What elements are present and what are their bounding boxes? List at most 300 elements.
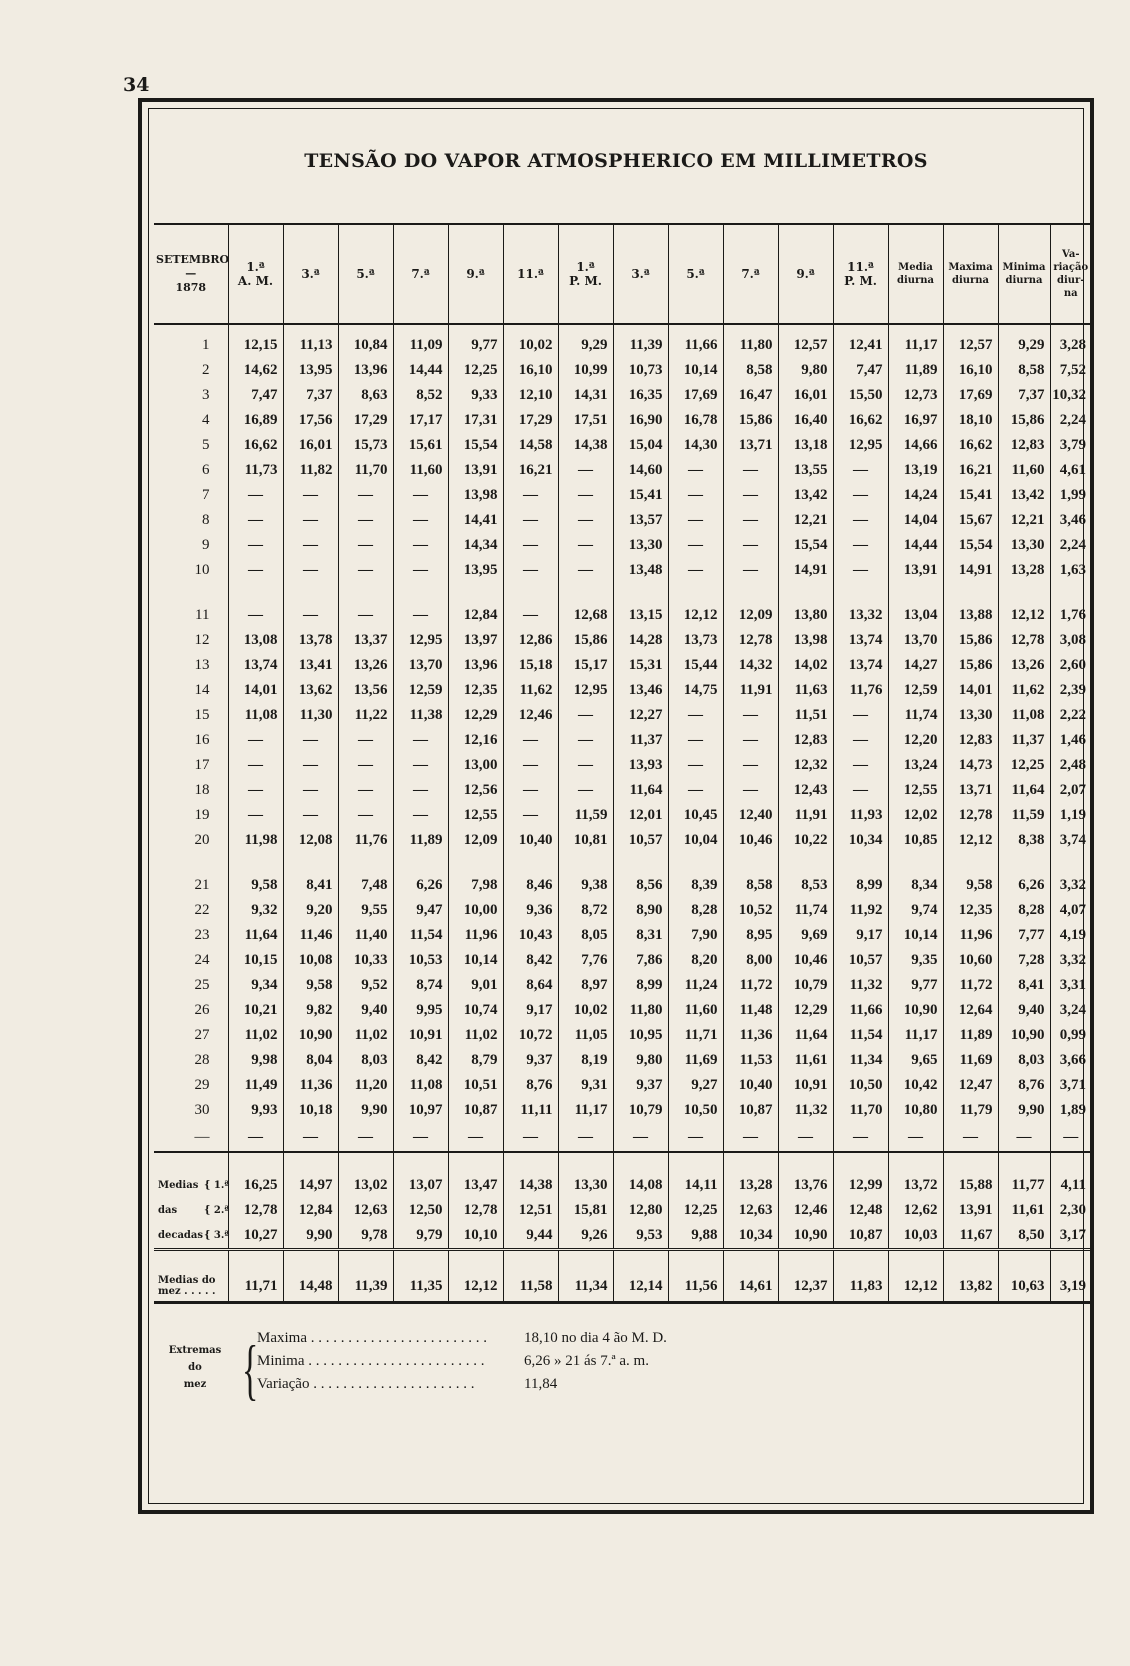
value-cell: —: [833, 508, 888, 533]
month-year: 1878: [175, 281, 207, 294]
col-header: Minima diurna: [998, 224, 1050, 324]
value-cell: 8,04: [283, 1048, 338, 1073]
value-cell: 16,10: [503, 358, 558, 383]
decade-mean-row: [154, 1198, 1091, 1223]
day-cell: 14: [194, 682, 210, 698]
value-cell: —: [668, 458, 723, 483]
value-cell: —: [503, 483, 558, 508]
value-cell: 8,39: [668, 873, 723, 898]
decade-gap: [154, 853, 1091, 873]
value-cell: 11,59: [558, 803, 613, 828]
value-cell: —: [338, 778, 393, 803]
value-cell: —: [723, 483, 778, 508]
value-cell: 7,98: [448, 873, 503, 898]
value-cell: 11,91: [778, 803, 833, 828]
value-cell: 11,02: [448, 1023, 503, 1048]
value-cell: —: [503, 728, 558, 753]
value-cell: 10,40: [503, 828, 558, 853]
value-cell: 10,95: [613, 1023, 668, 1048]
mean-value-cell: 12,78: [228, 1198, 283, 1223]
value-cell: 9,31: [558, 1073, 613, 1098]
table-row: [154, 408, 1091, 433]
value-cell: —: [558, 728, 613, 753]
value-cell: 10,42: [888, 1073, 943, 1098]
decade-mean-row: [154, 1223, 1091, 1250]
value-cell: 12,57: [943, 324, 998, 358]
table-row: [154, 728, 1091, 753]
mean-value-cell: 9,44: [503, 1223, 558, 1250]
col-header: 3.ª: [613, 224, 668, 324]
table-row: [154, 828, 1091, 853]
value-cell: 10,04: [668, 828, 723, 853]
value-cell: —: [558, 558, 613, 583]
value-cell: 11,62: [998, 678, 1050, 703]
value-cell: 2,39: [1050, 678, 1091, 703]
value-cell: —: [723, 508, 778, 533]
value-cell: —: [338, 728, 393, 753]
value-cell: —: [943, 1123, 998, 1152]
value-cell: 13,73: [668, 628, 723, 653]
value-cell: 12,09: [723, 603, 778, 628]
value-cell: —: [338, 483, 393, 508]
value-cell: 12,35: [943, 898, 998, 923]
value-cell: —: [723, 533, 778, 558]
value-cell: 8,38: [998, 828, 1050, 853]
value-cell: 11,32: [833, 973, 888, 998]
value-cell: 16,62: [943, 433, 998, 458]
table-row: [154, 803, 1091, 828]
value-cell: 2,07: [1050, 778, 1091, 803]
value-cell: 8,41: [283, 873, 338, 898]
value-cell: 17,17: [393, 408, 448, 433]
value-cell: 9,74: [888, 898, 943, 923]
mean-value-cell: 12,25: [668, 1198, 723, 1223]
value-cell: —: [558, 458, 613, 483]
value-cell: —: [228, 603, 283, 628]
month-mean-cell: 11,58: [503, 1271, 558, 1303]
value-cell: 14,62: [228, 358, 283, 383]
value-cell: —: [833, 533, 888, 558]
value-cell: 12,78: [943, 803, 998, 828]
value-cell: 12,25: [448, 358, 503, 383]
value-cell: 11,54: [833, 1023, 888, 1048]
value-cell: 17,31: [448, 408, 503, 433]
mean-value-cell: 12,48: [833, 1198, 888, 1223]
value-cell: 3,32: [1050, 948, 1091, 973]
table-row: [154, 1098, 1091, 1123]
value-cell: 14,38: [558, 433, 613, 458]
value-cell: 13,30: [613, 533, 668, 558]
value-cell: 16,40: [778, 408, 833, 433]
value-cell: 12,29: [778, 998, 833, 1023]
value-cell: 11,54: [393, 923, 448, 948]
month-mean-cell: 3,19: [1050, 1271, 1091, 1303]
maxima-value: 18,10 no dia 4 ão M. D.: [524, 1330, 667, 1346]
table-row: [154, 898, 1091, 923]
value-cell: —: [833, 728, 888, 753]
value-cell: 12,59: [393, 678, 448, 703]
value-cell: 11,64: [778, 1023, 833, 1048]
value-cell: 7,28: [998, 948, 1050, 973]
value-cell: 15,86: [943, 628, 998, 653]
value-cell: —: [393, 558, 448, 583]
value-cell: 11,79: [943, 1098, 998, 1123]
value-cell: 1,99: [1050, 483, 1091, 508]
value-cell: 10,87: [723, 1098, 778, 1123]
value-cell: 17,69: [943, 383, 998, 408]
day-cell: 23: [194, 927, 210, 943]
header-row: [154, 224, 1091, 324]
value-cell: 10,99: [558, 358, 613, 383]
col-header: 9.ª: [448, 224, 503, 324]
value-cell: 8,03: [338, 1048, 393, 1073]
value-cell: —: [668, 483, 723, 508]
value-cell: 8,42: [393, 1048, 448, 1073]
value-cell: —: [338, 533, 393, 558]
value-cell: —: [833, 483, 888, 508]
value-cell: —: [723, 558, 778, 583]
table-row: [154, 383, 1091, 408]
value-cell: 12,43: [778, 778, 833, 803]
value-cell: 9,47: [393, 898, 448, 923]
value-cell: —: [833, 778, 888, 803]
value-cell: 13,98: [778, 628, 833, 653]
value-cell: 14,73: [943, 753, 998, 778]
table-row: [154, 603, 1091, 628]
variacao-value: 11,84: [524, 1376, 558, 1392]
value-cell: 10,14: [668, 358, 723, 383]
value-cell: —: [283, 533, 338, 558]
value-cell: 9,40: [998, 998, 1050, 1023]
mean-value-cell: 9,78: [338, 1223, 393, 1250]
month-mean-cell: 11,39: [338, 1271, 393, 1303]
value-cell: —: [558, 533, 613, 558]
value-cell: 13,48: [613, 558, 668, 583]
table-row: [154, 653, 1091, 678]
mean-value-cell: 11,77: [998, 1173, 1050, 1198]
value-cell: —: [613, 1123, 668, 1152]
value-cell: 8,00: [723, 948, 778, 973]
value-cell: 12,12: [668, 603, 723, 628]
value-cell: 10,81: [558, 828, 613, 853]
value-cell: 11,38: [393, 703, 448, 728]
value-cell: 8,63: [338, 383, 393, 408]
month-mean-cell: 11,83: [833, 1271, 888, 1303]
value-cell: 13,04: [888, 603, 943, 628]
mean-value-cell: 13,76: [778, 1173, 833, 1198]
value-cell: 17,51: [558, 408, 613, 433]
month-mean-cell: 11,71: [228, 1271, 283, 1303]
value-cell: 11,59: [998, 803, 1050, 828]
value-cell: 10,74: [448, 998, 503, 1023]
table-row: [154, 628, 1091, 653]
mean-value-cell: 14,08: [613, 1173, 668, 1198]
value-cell: 15,73: [338, 433, 393, 458]
value-cell: —: [503, 603, 558, 628]
value-cell: 6,26: [393, 873, 448, 898]
value-cell: 8,74: [393, 973, 448, 998]
value-cell: —: [393, 803, 448, 828]
value-cell: 9,58: [228, 873, 283, 898]
value-cell: 8,99: [613, 973, 668, 998]
table-row: [154, 1073, 1091, 1098]
table-row: [154, 508, 1091, 533]
value-cell: 10,87: [448, 1098, 503, 1123]
value-cell: —: [833, 1123, 888, 1152]
col-header: 1.ª A. M.: [228, 224, 283, 324]
value-cell: —: [668, 753, 723, 778]
value-cell: 2,24: [1050, 533, 1091, 558]
value-cell: 11,72: [943, 973, 998, 998]
value-cell: 9,80: [613, 1048, 668, 1073]
value-cell: 10,84: [338, 324, 393, 358]
value-cell: 10,45: [668, 803, 723, 828]
value-cell: 13,08: [228, 628, 283, 653]
value-cell: 10,85: [888, 828, 943, 853]
value-cell: 9,58: [943, 873, 998, 898]
value-cell: 11,82: [283, 458, 338, 483]
value-cell: 12,55: [448, 803, 503, 828]
value-cell: 11,17: [888, 1023, 943, 1048]
value-cell: 10,97: [393, 1098, 448, 1123]
col-header: 3.ª: [283, 224, 338, 324]
value-cell: 7,86: [613, 948, 668, 973]
value-cell: 11,11: [503, 1098, 558, 1123]
value-cell: 11,53: [723, 1048, 778, 1073]
value-cell: 8,05: [558, 923, 613, 948]
value-cell: —: [393, 728, 448, 753]
value-cell: 7,52: [1050, 358, 1091, 383]
value-cell: 11,13: [283, 324, 338, 358]
value-cell: 12,55: [888, 778, 943, 803]
table-row: [154, 753, 1091, 778]
value-cell: —: [393, 508, 448, 533]
value-cell: 7,37: [998, 383, 1050, 408]
value-cell: 9,77: [888, 973, 943, 998]
value-cell: 13,96: [338, 358, 393, 383]
value-cell: —: [228, 558, 283, 583]
mean-value-cell: 2,30: [1050, 1198, 1091, 1223]
mean-value-cell: 10,03: [888, 1223, 943, 1250]
value-cell: 11,96: [448, 923, 503, 948]
value-cell: 1,76: [1050, 603, 1091, 628]
col-header: 7.ª: [393, 224, 448, 324]
value-cell: 13,95: [283, 358, 338, 383]
value-cell: 8,76: [998, 1073, 1050, 1098]
value-cell: 7,47: [228, 383, 283, 408]
value-cell: 1,19: [1050, 803, 1091, 828]
value-cell: 14,66: [888, 433, 943, 458]
value-cell: 13,00: [448, 753, 503, 778]
value-cell: 12,68: [558, 603, 613, 628]
table-row: [154, 923, 1091, 948]
value-cell: 4,61: [1050, 458, 1091, 483]
value-cell: 15,86: [723, 408, 778, 433]
value-cell: 11,34: [833, 1048, 888, 1073]
value-cell: 10,79: [778, 973, 833, 998]
value-cell: 13,96: [448, 653, 503, 678]
value-cell: 10,43: [503, 923, 558, 948]
value-cell: 11,60: [998, 458, 1050, 483]
value-cell: —: [833, 753, 888, 778]
table-row: [154, 1123, 1091, 1152]
value-cell: 9,33: [448, 383, 503, 408]
vapor-tension-table: [154, 223, 1091, 1304]
value-cell: 11,20: [338, 1073, 393, 1098]
value-cell: 8,58: [723, 358, 778, 383]
value-cell: 9,20: [283, 898, 338, 923]
value-cell: 8,31: [613, 923, 668, 948]
table-row: [154, 998, 1091, 1023]
mean-value-cell: 10,27: [228, 1223, 283, 1250]
value-cell: 16,10: [943, 358, 998, 383]
value-cell: —: [228, 1123, 283, 1152]
value-cell: 14,04: [888, 508, 943, 533]
value-cell: 11,66: [833, 998, 888, 1023]
value-cell: 6,26: [998, 873, 1050, 898]
value-cell: —: [558, 703, 613, 728]
value-cell: 8,97: [558, 973, 613, 998]
value-cell: 15,61: [393, 433, 448, 458]
value-cell: 13,19: [888, 458, 943, 483]
value-cell: 2,48: [1050, 753, 1091, 778]
value-cell: —: [668, 1123, 723, 1152]
decade-mean-label: das { 2.ª: [158, 1205, 230, 1216]
value-cell: 3,71: [1050, 1073, 1091, 1098]
mean-value-cell: 12,80: [613, 1198, 668, 1223]
value-cell: 14,44: [888, 533, 943, 558]
value-cell: 10,51: [448, 1073, 503, 1098]
value-cell: 10,14: [888, 923, 943, 948]
extreme-variacao: [257, 1376, 557, 1393]
value-cell: 13,26: [338, 653, 393, 678]
month-mean-cell: 11,56: [668, 1271, 723, 1303]
value-cell: 10,40: [723, 1073, 778, 1098]
value-cell: 3,28: [1050, 324, 1091, 358]
value-cell: 8,56: [613, 873, 668, 898]
value-cell: —: [283, 803, 338, 828]
value-cell: —: [393, 753, 448, 778]
value-cell: 8,90: [613, 898, 668, 923]
mean-value-cell: 9,79: [393, 1223, 448, 1250]
month-mean-cell: 12,12: [888, 1271, 943, 1303]
value-cell: 12,08: [283, 828, 338, 853]
value-cell: —: [888, 1123, 943, 1152]
value-cell: 9,27: [668, 1073, 723, 1098]
mean-value-cell: 13,02: [338, 1173, 393, 1198]
value-cell: 10,02: [503, 324, 558, 358]
value-cell: 1,89: [1050, 1098, 1091, 1123]
col-header: Va- riação diur- na: [1050, 224, 1091, 324]
value-cell: —: [228, 728, 283, 753]
value-cell: 9,36: [503, 898, 558, 923]
value-cell: 15,44: [668, 653, 723, 678]
value-cell: 14,28: [613, 628, 668, 653]
value-cell: —: [228, 803, 283, 828]
value-cell: 8,41: [998, 973, 1050, 998]
value-cell: 9,17: [833, 923, 888, 948]
value-cell: 11,93: [833, 803, 888, 828]
page-title: TENSÃO DO VAPOR ATMOSPHERICO EM MILLIMETROS: [304, 150, 928, 172]
value-cell: 11,66: [668, 324, 723, 358]
value-cell: 10,72: [503, 1023, 558, 1048]
value-cell: 13,37: [338, 628, 393, 653]
value-cell: 15,50: [833, 383, 888, 408]
value-cell: 12,21: [778, 508, 833, 533]
table-row: [154, 324, 1091, 358]
value-cell: 11,71: [668, 1023, 723, 1048]
mean-value-cell: 13,47: [448, 1173, 503, 1198]
value-cell: 8,42: [503, 948, 558, 973]
value-cell: 11,76: [833, 678, 888, 703]
value-cell: 9,37: [503, 1048, 558, 1073]
value-cell: 9,29: [998, 324, 1050, 358]
value-cell: 13,28: [998, 558, 1050, 583]
value-cell: —: [393, 603, 448, 628]
value-cell: 17,69: [668, 383, 723, 408]
value-cell: 10,90: [283, 1023, 338, 1048]
value-cell: 13,78: [283, 628, 338, 653]
value-cell: 15,67: [943, 508, 998, 533]
value-cell: 11,08: [998, 703, 1050, 728]
spacer-row: [154, 1152, 1091, 1173]
value-cell: —: [393, 533, 448, 558]
value-cell: 10,91: [778, 1073, 833, 1098]
value-cell: 3,08: [1050, 628, 1091, 653]
value-cell: 10,80: [888, 1098, 943, 1123]
month-mean-cell: 14,48: [283, 1271, 338, 1303]
day-cell: 11: [195, 607, 210, 623]
value-cell: 10,14: [448, 948, 503, 973]
value-cell: 16,35: [613, 383, 668, 408]
col-header: Maxima diurna: [943, 224, 998, 324]
value-cell: —: [228, 508, 283, 533]
value-cell: 11,51: [778, 703, 833, 728]
value-cell: 4,19: [1050, 923, 1091, 948]
value-cell: 11,37: [613, 728, 668, 753]
value-cell: 13,74: [833, 653, 888, 678]
value-cell: 11,89: [393, 828, 448, 853]
value-cell: 9,69: [778, 923, 833, 948]
value-cell: 11,91: [723, 678, 778, 703]
value-cell: —: [668, 558, 723, 583]
day-cell: 12: [194, 632, 210, 648]
value-cell: 11,09: [393, 324, 448, 358]
value-cell: 9,90: [338, 1098, 393, 1123]
month-header: [154, 224, 228, 324]
value-cell: 11,49: [228, 1073, 283, 1098]
month-mean-cell: 12,37: [778, 1271, 833, 1303]
value-cell: 3,74: [1050, 828, 1091, 853]
value-cell: 8,28: [998, 898, 1050, 923]
value-cell: —: [283, 753, 338, 778]
value-cell: 14,02: [778, 653, 833, 678]
value-cell: —: [998, 1123, 1050, 1152]
value-cell: —: [503, 803, 558, 828]
value-cell: 11,74: [778, 898, 833, 923]
value-cell: 10,57: [833, 948, 888, 973]
col-header: Media diurna: [888, 224, 943, 324]
value-cell: 14,01: [228, 678, 283, 703]
minima-label: Minima . . . . . . . . . . . . . . . . . . . . . . . .: [257, 1353, 485, 1369]
value-cell: 11,30: [283, 703, 338, 728]
value-cell: 14,30: [668, 433, 723, 458]
value-cell: 9,52: [338, 973, 393, 998]
value-cell: 17,29: [338, 408, 393, 433]
day-cell: 30: [194, 1102, 210, 1118]
value-cell: 12,83: [998, 433, 1050, 458]
value-cell: 10,00: [448, 898, 503, 923]
